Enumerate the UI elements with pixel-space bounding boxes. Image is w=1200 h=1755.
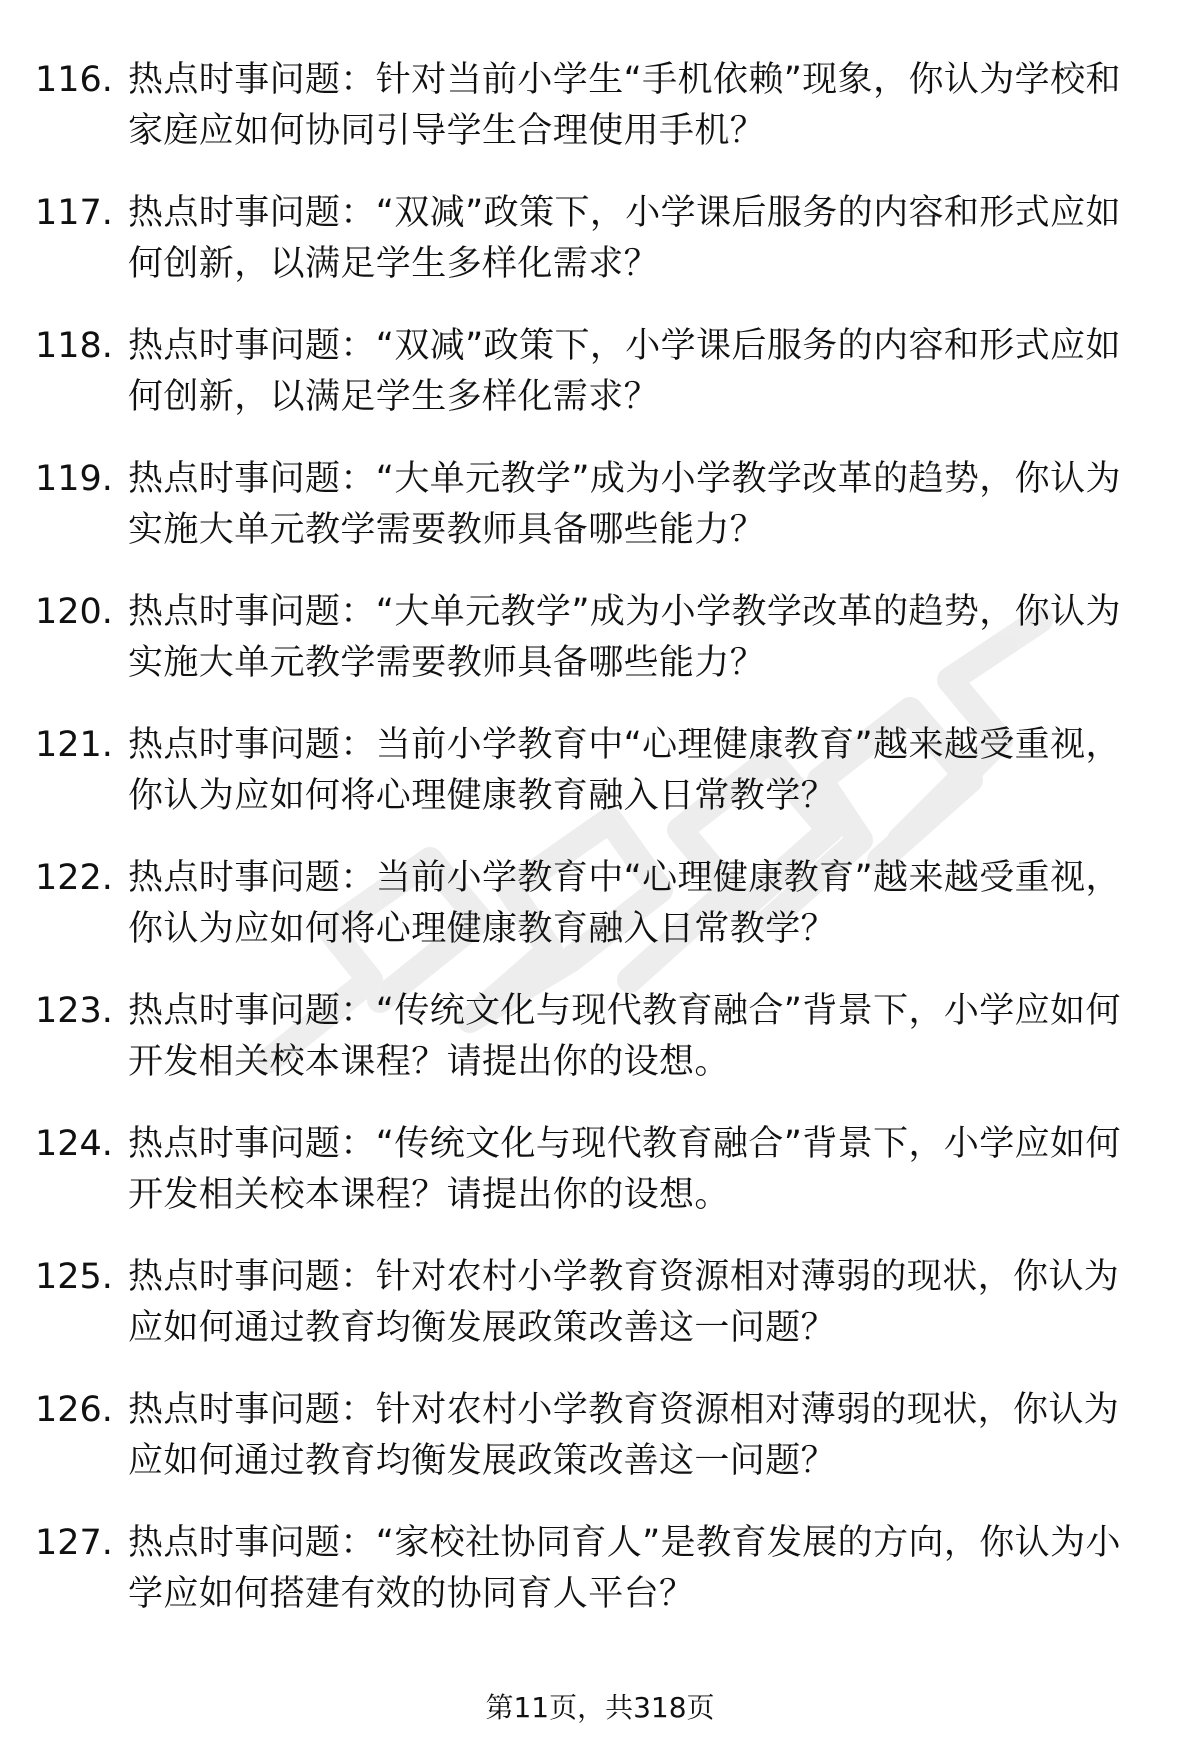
- question-number: 119.: [35, 459, 113, 499]
- question-number: 121.: [35, 725, 113, 765]
- question-number: 116.: [35, 60, 113, 100]
- question-number: 120.: [35, 592, 113, 632]
- question-item: [35, 55, 1155, 188]
- question-text: 热点时事问题：针对农村小学教育资源相对薄弱的现状，你认为应如何通过教育均衡发展政策改善这一问题？: [128, 1257, 1120, 1348]
- question-text: 热点时事问题：“双减”政策下，小学课后服务的内容和形式应如何创新，以满足学生多样化需求？: [128, 326, 1121, 417]
- question-item: [35, 587, 1155, 720]
- question-text: 热点时事问题：针对农村小学教育资源相对薄弱的现状，你认为应如何通过教育均衡发展政策改善这一问题？: [128, 1390, 1120, 1481]
- question-item: [35, 188, 1155, 321]
- question-number: 123.: [35, 991, 113, 1031]
- question-number: 117.: [35, 193, 113, 233]
- question-item: [35, 853, 1155, 986]
- question-number: 126.: [35, 1390, 113, 1430]
- question-text: 热点时事问题：“家校社协同育人”是教育发展的方向，你认为小学应如何搭建有效的协同育人平台？: [128, 1523, 1121, 1614]
- page-footer: [0, 1688, 1200, 1728]
- question-text: 热点时事问题：当前小学教育中“心理健康教育”越来越受重视，你认为应如何将心理健康教育融入日常教学？: [128, 725, 1121, 816]
- question-text: 热点时事问题：“传统文化与现代教育融合”背景下，小学应如何开发相关校本课程？请提出你的设想。: [128, 991, 1121, 1082]
- question-text: 热点时事问题：“大单元教学”成为小学教学改革的趋势，你认为实施大单元教学需要教师具备哪些能力？: [128, 592, 1121, 683]
- question-item: [35, 321, 1155, 454]
- question-item: [35, 1518, 1155, 1651]
- question-text: 热点时事问题：“大单元教学”成为小学教学改革的趋势，你认为实施大单元教学需要教师具备哪些能力？: [128, 459, 1121, 550]
- question-number: 118.: [35, 326, 113, 366]
- page-number-label: 第11页，共318页: [485, 1691, 715, 1724]
- question-text: 热点时事问题：“双减”政策下，小学课后服务的内容和形式应如何创新，以满足学生多样化需求？: [128, 193, 1121, 284]
- question-item: [35, 1119, 1155, 1252]
- question-text: 热点时事问题：当前小学教育中“心理健康教育”越来越受重视，你认为应如何将心理健康教育融入日常教学？: [128, 858, 1121, 949]
- question-item: [35, 454, 1155, 587]
- question-item: [35, 720, 1155, 853]
- question-item: [35, 1385, 1155, 1518]
- question-number: 125.: [35, 1257, 113, 1297]
- question-list: [35, 55, 1155, 1651]
- question-text: 热点时事问题：“传统文化与现代教育融合”背景下，小学应如何开发相关校本课程？请提出你的设想。: [128, 1124, 1121, 1215]
- question-number: 122.: [35, 858, 113, 898]
- question-number: 124.: [35, 1124, 113, 1164]
- question-item: [35, 986, 1155, 1119]
- question-text: 热点时事问题：针对当前小学生“手机依赖”现象，你认为学校和家庭应如何协同引导学生合理使用手机？: [128, 60, 1121, 151]
- question-number: 127.: [35, 1523, 113, 1563]
- question-item: [35, 1252, 1155, 1385]
